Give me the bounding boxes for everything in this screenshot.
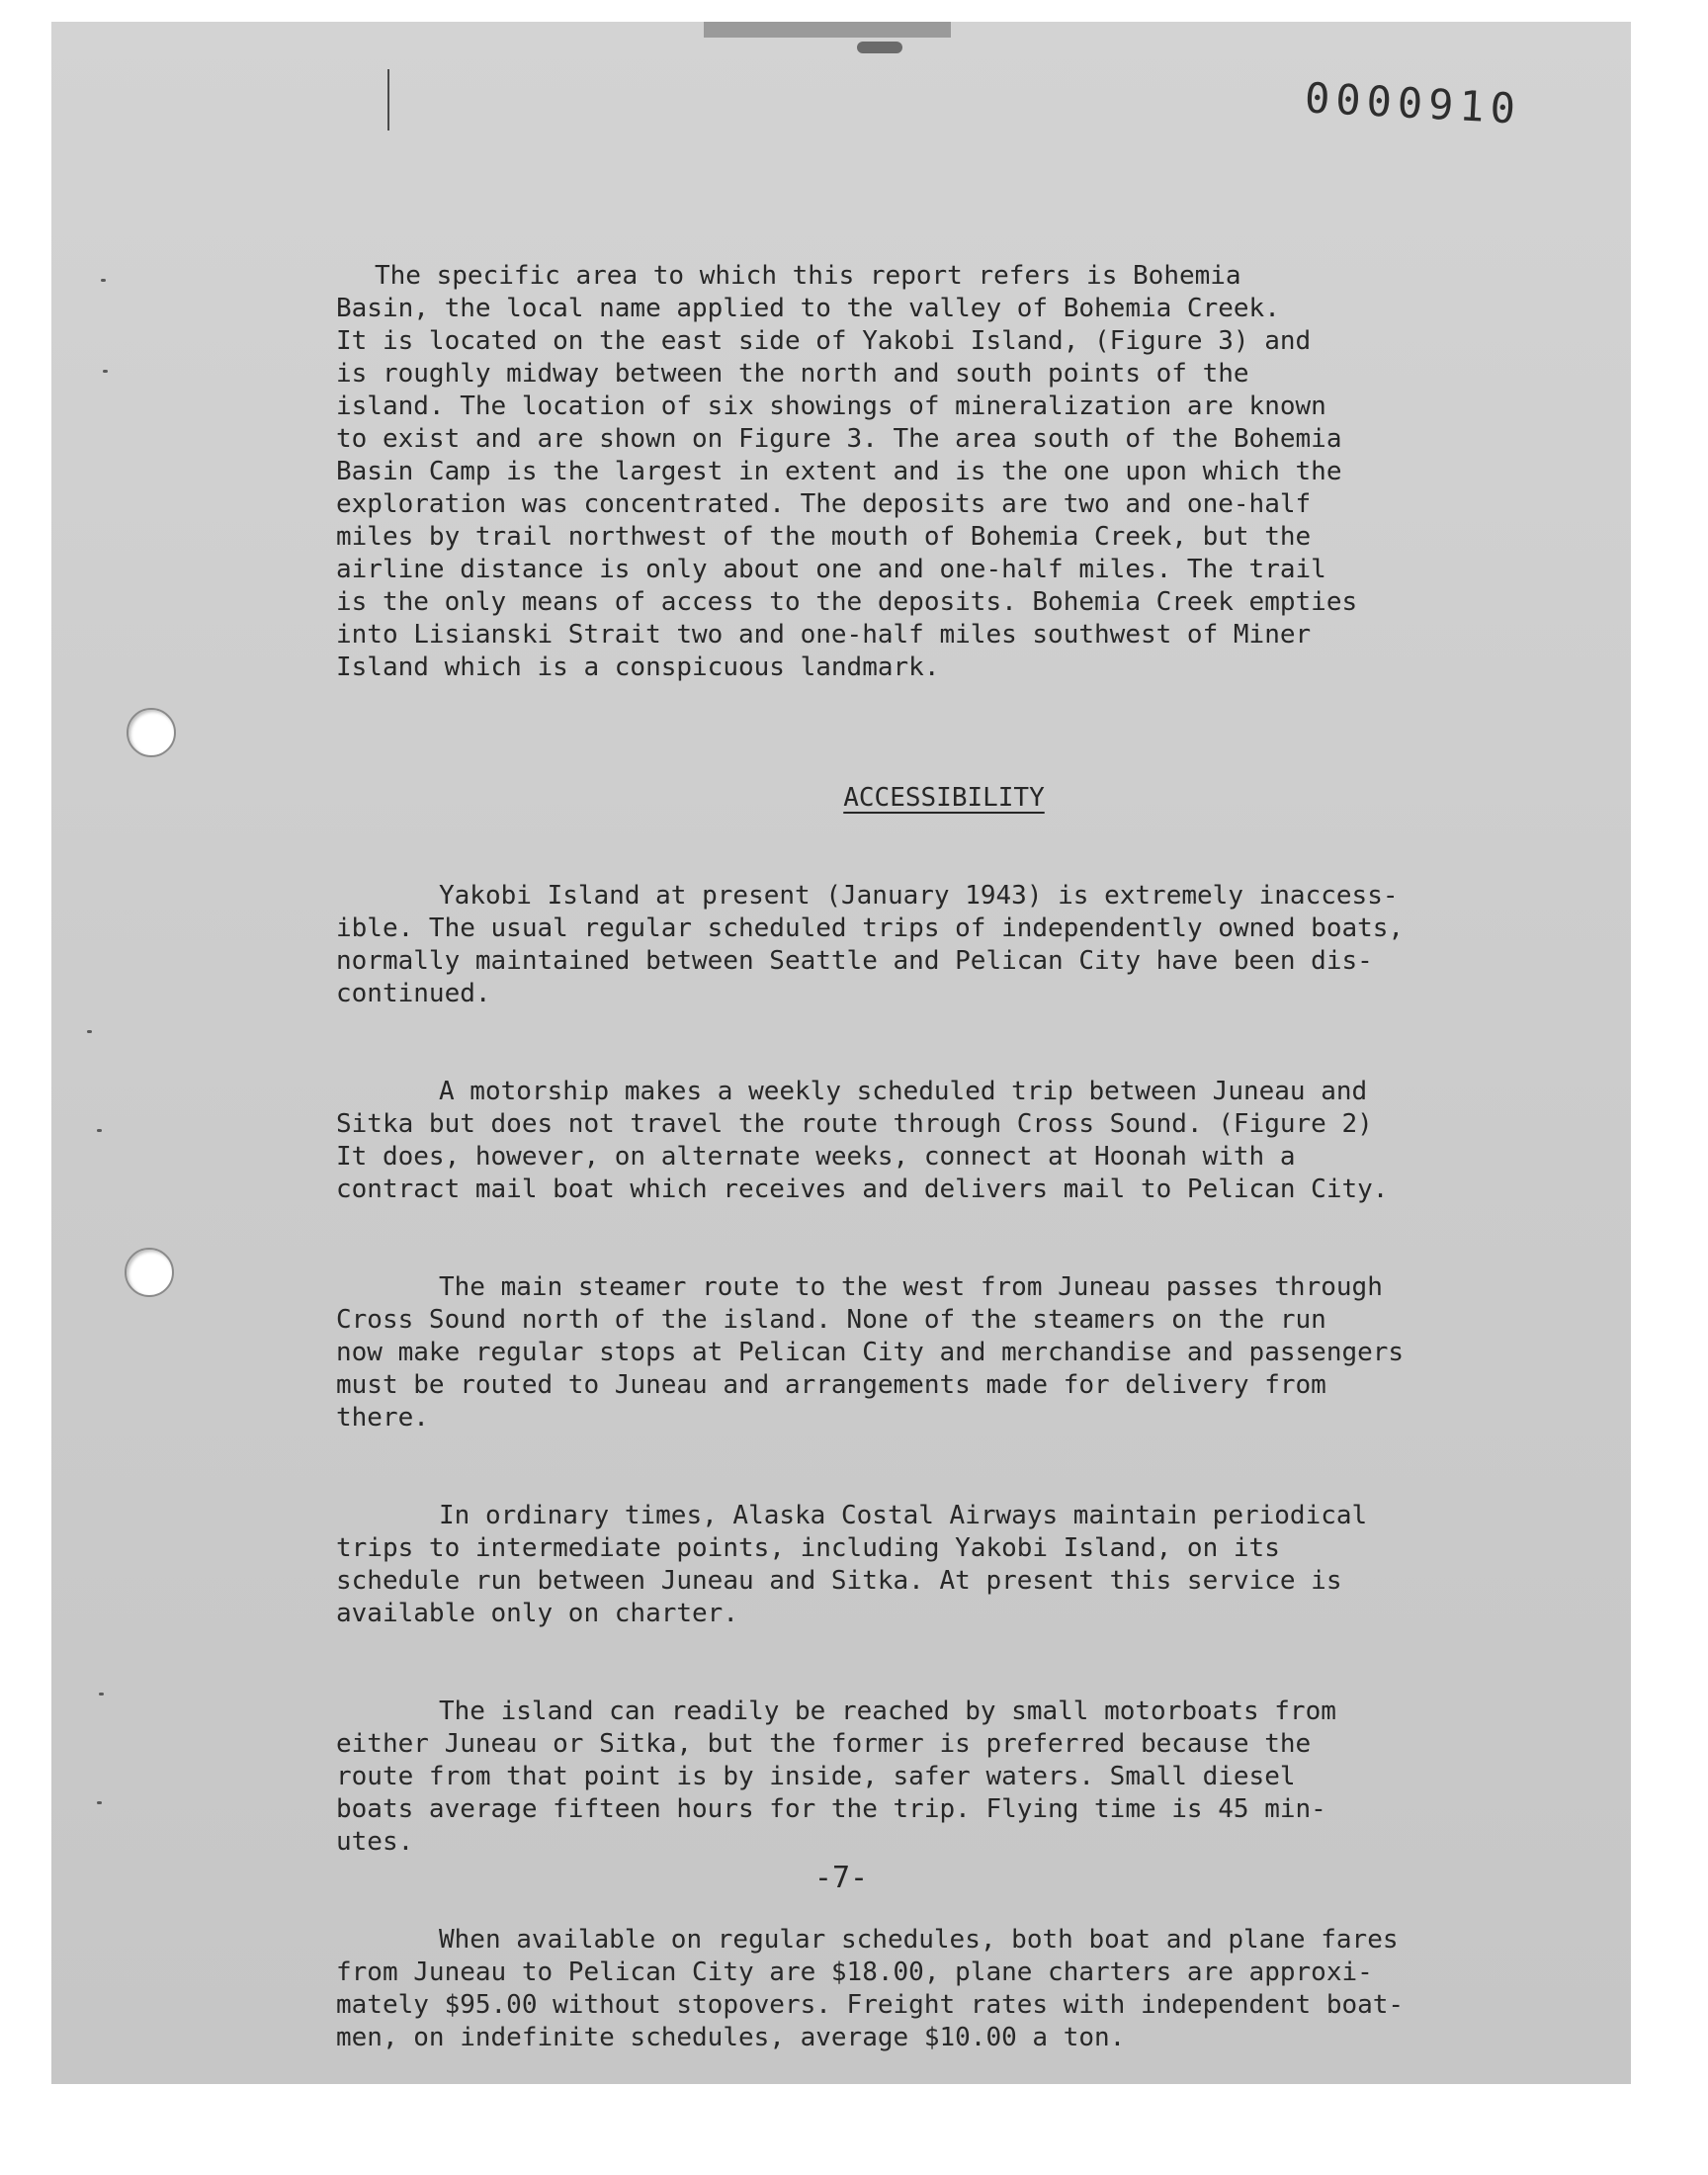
margin-mark <box>387 69 389 130</box>
paragraph: When available on regular schedules, both boat and plane fares from Juneau to Pelican City are $18.00, plane charters are approxi- mately $95.00 without stopovers. Freight rates with independent boat- men, on indefinite schedules, average $10.00 a ton. <box>336 1925 1405 2052</box>
section-heading-text: ACCESSIBILITY <box>843 783 1045 813</box>
speck <box>87 1030 92 1033</box>
paragraph: Yakobi Island at present (January 1943) is extremely inaccess- ible. The usual regular scheduled trips of independently owned boats, normally maintained between Seattle and Pelican City have been dis- continued. <box>336 881 1405 1008</box>
paragraph: The island can readily be reached by small motorboats from either Juneau or Sitka, but the former is preferred because the route from that point is by inside, safer waters. Small diesel boats average fifteen hours for the trip. Flying time is 45 min- utes. <box>336 1696 1336 1857</box>
speck <box>101 279 106 282</box>
paragraph: The main steamer route to the west from Juneau passes through Cross Sound north of the island. None of the steamers on the run now make regular stops at Pelican City and merchandise and passengers must be routed to Juneau and arrangements made for delivery from there. <box>336 1272 1405 1433</box>
punch-hole-bottom <box>125 1248 174 1297</box>
speck <box>103 370 108 373</box>
paragraph: A motorship makes a weekly scheduled trip between Juneau and Sitka but does not travel the route through Cross Sound. (Figure 2) It does, however, on alternate weeks, connect at Hoonah with a contract mail boat which receives and delivers mail to Pelican City. <box>336 1077 1389 1204</box>
scan-top-mark <box>857 42 902 53</box>
page-number: -7- <box>813 1861 869 1895</box>
scanned-page <box>51 22 1631 2084</box>
paragraph: In ordinary times, Alaska Costal Airways maintain periodical trips to intermediate points, including Yakobi Island, on its schedule run between Juneau and Sitka. At present this service is available only on charter. <box>336 1501 1368 1628</box>
punch-hole-top <box>127 708 176 757</box>
section-heading <box>336 749 1532 815</box>
speck <box>97 1129 102 1132</box>
speck <box>99 1693 104 1696</box>
speck <box>97 1801 102 1804</box>
scan-bottom-margin <box>0 2084 1708 2175</box>
document-number: 0000910 <box>1303 73 1523 133</box>
paragraph-intro: The specific area to which this report refers is Bohemia Basin, the local name applied to the valley of Bohemia Creek. It is located on the east side of Yakobi Island, (Figure 3) and is roughly midway between the north and south points of the island. The location of six showings of mineralization are known to exist and are shown on Figure 3. The area south of the Bohemia Basin Camp is the largest in extent and is the one upon which the exploration was concentrated. The deposits are two and one-half miles by trail northwest of the mouth of Bohemia Creek, but the airline distance is only about one and one-half miles. The trail is the only means of access to the deposits. Bohemia Creek empties into Lisianski Strait two and one-half miles southwest of Miner Island which is a conspicuous landmark. <box>336 261 1358 682</box>
scan-top-tab <box>704 22 951 38</box>
document-body <box>336 227 1532 2084</box>
